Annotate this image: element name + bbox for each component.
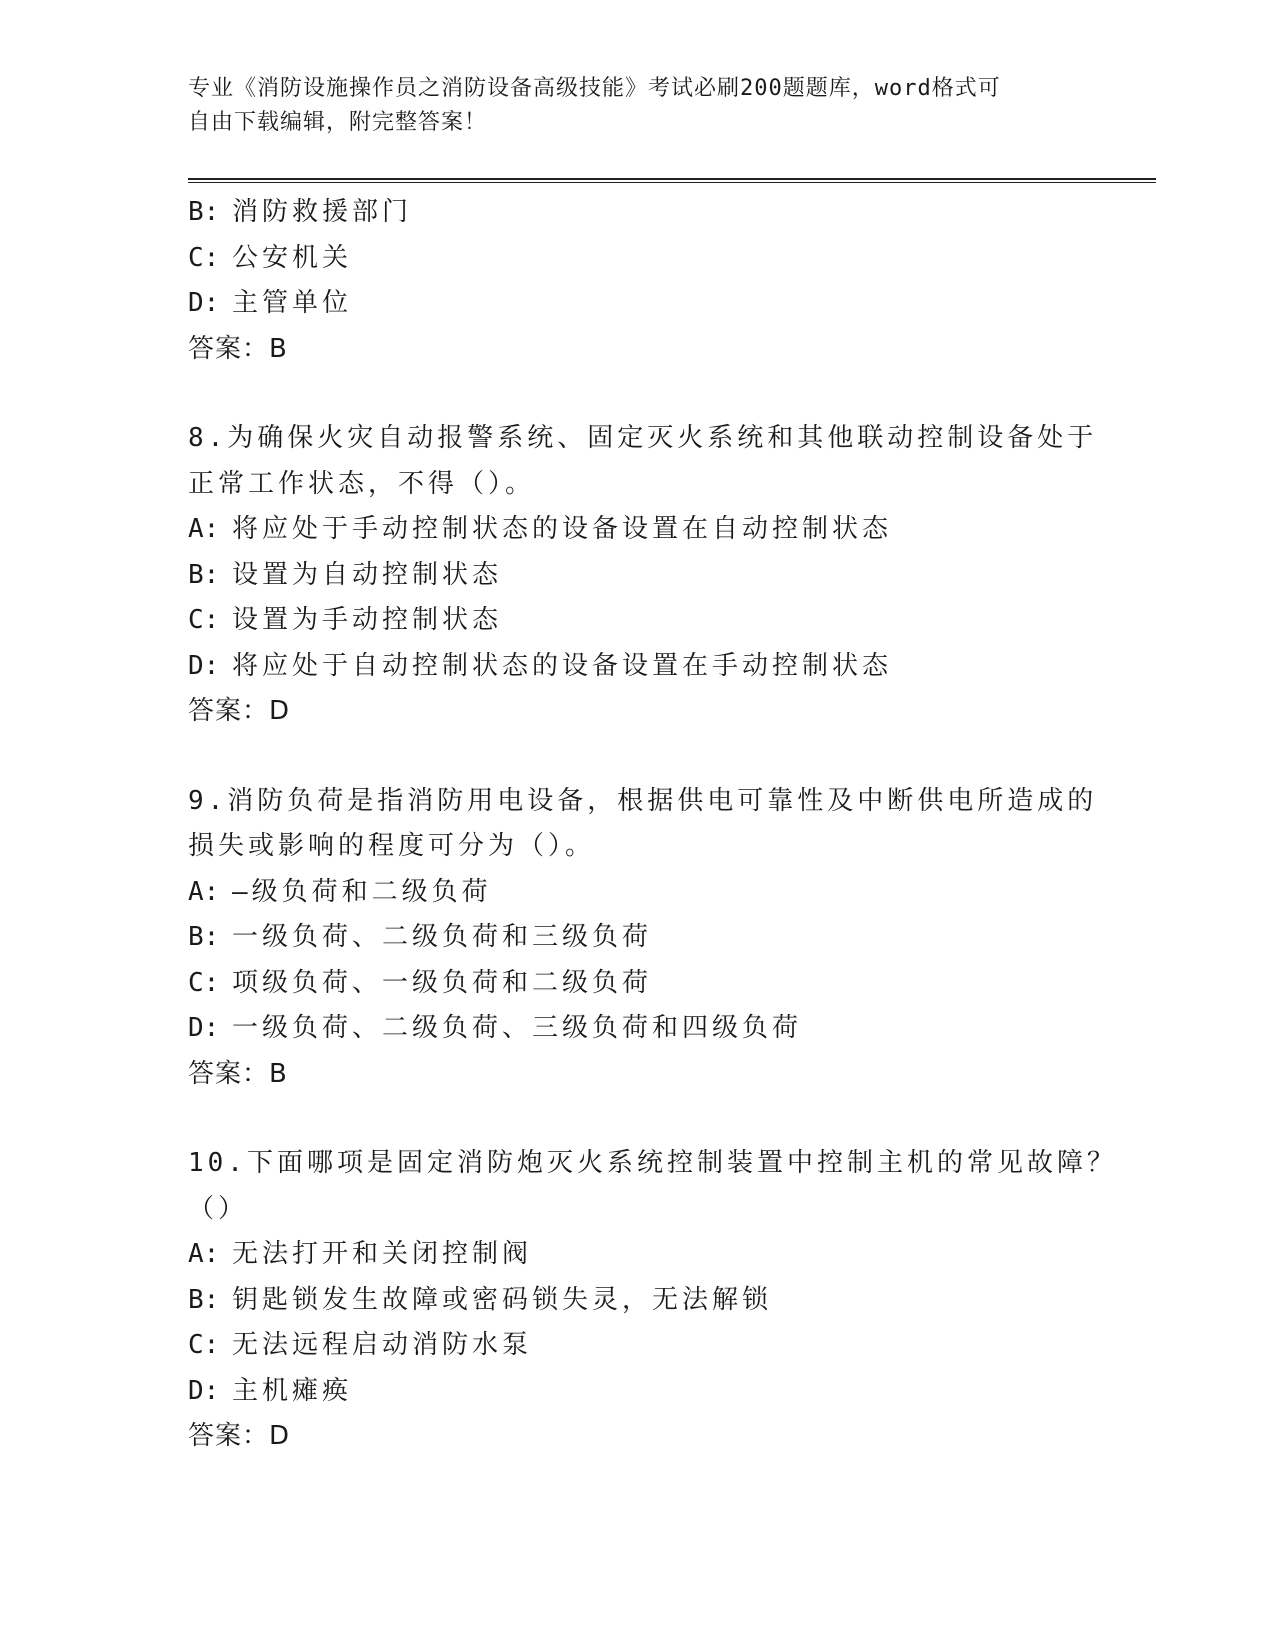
option-text: —级负荷和二级负荷: [232, 876, 492, 907]
option-text: 一级负荷、二级负荷、三级负荷和四级负荷: [232, 1013, 803, 1043]
option-text: 一级负荷、二级负荷和三级负荷: [232, 922, 653, 952]
answer-line: 答案：D: [188, 1421, 291, 1451]
option-c: [188, 961, 1088, 1007]
spacer: [188, 372, 1088, 416]
option-label: D:: [188, 1013, 220, 1043]
option-text: 项级负荷、一级负荷和二级负荷: [232, 967, 653, 998]
option-text: 将应处于自动控制状态的设备设置在手动控制状态: [232, 650, 893, 681]
option-a: [188, 870, 1088, 916]
answer-line: 答案：B: [188, 333, 288, 364]
option-text: 消防救援部门: [232, 197, 413, 227]
option-text: 无法远程启动消防水泵: [232, 1330, 533, 1360]
option-label: A:: [188, 514, 220, 544]
option-text: 主管单位: [232, 288, 353, 318]
option-text: 钥匙锁发生故障或密码锁失灵，无法解锁: [232, 1284, 773, 1315]
option-label: B:: [188, 197, 220, 227]
option-label: C:: [188, 967, 220, 998]
question-stem-line-1: 10.下面哪项是固定消防炮灭火系统控制装置中控制主机的常见故障？: [188, 1148, 1117, 1178]
option-b: [188, 190, 1088, 236]
spacer: [188, 735, 1088, 779]
option-label: D:: [188, 650, 220, 681]
document-header: [188, 72, 1088, 140]
question-9-block: [188, 779, 1098, 1098]
option-label: D:: [188, 1375, 220, 1406]
option-d: [188, 1369, 1088, 1415]
option-text: 无法打开和关闭控制阀: [232, 1239, 533, 1269]
option-text: 主机瘫痪: [232, 1375, 353, 1406]
header-line-2: 自由下载编辑，附完整答案！: [188, 110, 488, 135]
answer-line: 答案：D: [188, 696, 291, 726]
question-stem-line-2: 损失或影响的程度可分为（）。: [188, 831, 596, 861]
header-divider: [188, 178, 1156, 183]
option-b: [188, 1278, 1088, 1324]
option-label: C:: [188, 605, 220, 635]
option-label: B:: [188, 922, 220, 952]
question-stem-line-2: （）: [188, 1193, 249, 1224]
option-c: [188, 236, 1088, 282]
option-b: [188, 553, 1088, 599]
option-c: [188, 598, 1088, 644]
answer-line: 答案：B: [188, 1058, 288, 1089]
option-text: 将应处于手动控制状态的设备设置在自动控制状态: [232, 514, 893, 544]
document-body: [188, 190, 1117, 1460]
option-label: B:: [188, 559, 220, 590]
option-label: C:: [188, 242, 220, 273]
question-10-block: [188, 1141, 1117, 1460]
option-text: 设置为自动控制状态: [232, 559, 503, 590]
option-label: D:: [188, 288, 220, 318]
option-a: [188, 1232, 1088, 1278]
option-a: [188, 507, 1088, 553]
option-label: A:: [188, 876, 220, 907]
option-b: [188, 915, 1088, 961]
question-stem-line-1: 9.消防负荷是指消防用电设备，根据供电可靠性及中断供电所造成的: [188, 785, 1098, 816]
header-line-1: 专业《消防设施操作员之消防设备高级技能》考试必刷200题题库，word格式可: [188, 76, 1001, 101]
prev-question-block: [188, 190, 1088, 372]
option-d: [188, 1006, 1088, 1052]
option-label: A:: [188, 1239, 220, 1269]
option-text: 公安机关: [232, 242, 353, 273]
option-d: [188, 281, 1088, 327]
option-label: B:: [188, 1284, 220, 1315]
option-text: 设置为手动控制状态: [232, 605, 503, 635]
option-c: [188, 1323, 1088, 1369]
option-d: [188, 644, 1088, 690]
question-stem-line-2: 正常工作状态，不得（）。: [188, 468, 536, 499]
spacer: [188, 1097, 1088, 1141]
question-stem-line-1: 8.为确保火灾自动报警系统、固定灭火系统和其他联动控制设备处于: [188, 423, 1098, 453]
question-8-block: [188, 416, 1098, 735]
option-label: C:: [188, 1330, 220, 1360]
